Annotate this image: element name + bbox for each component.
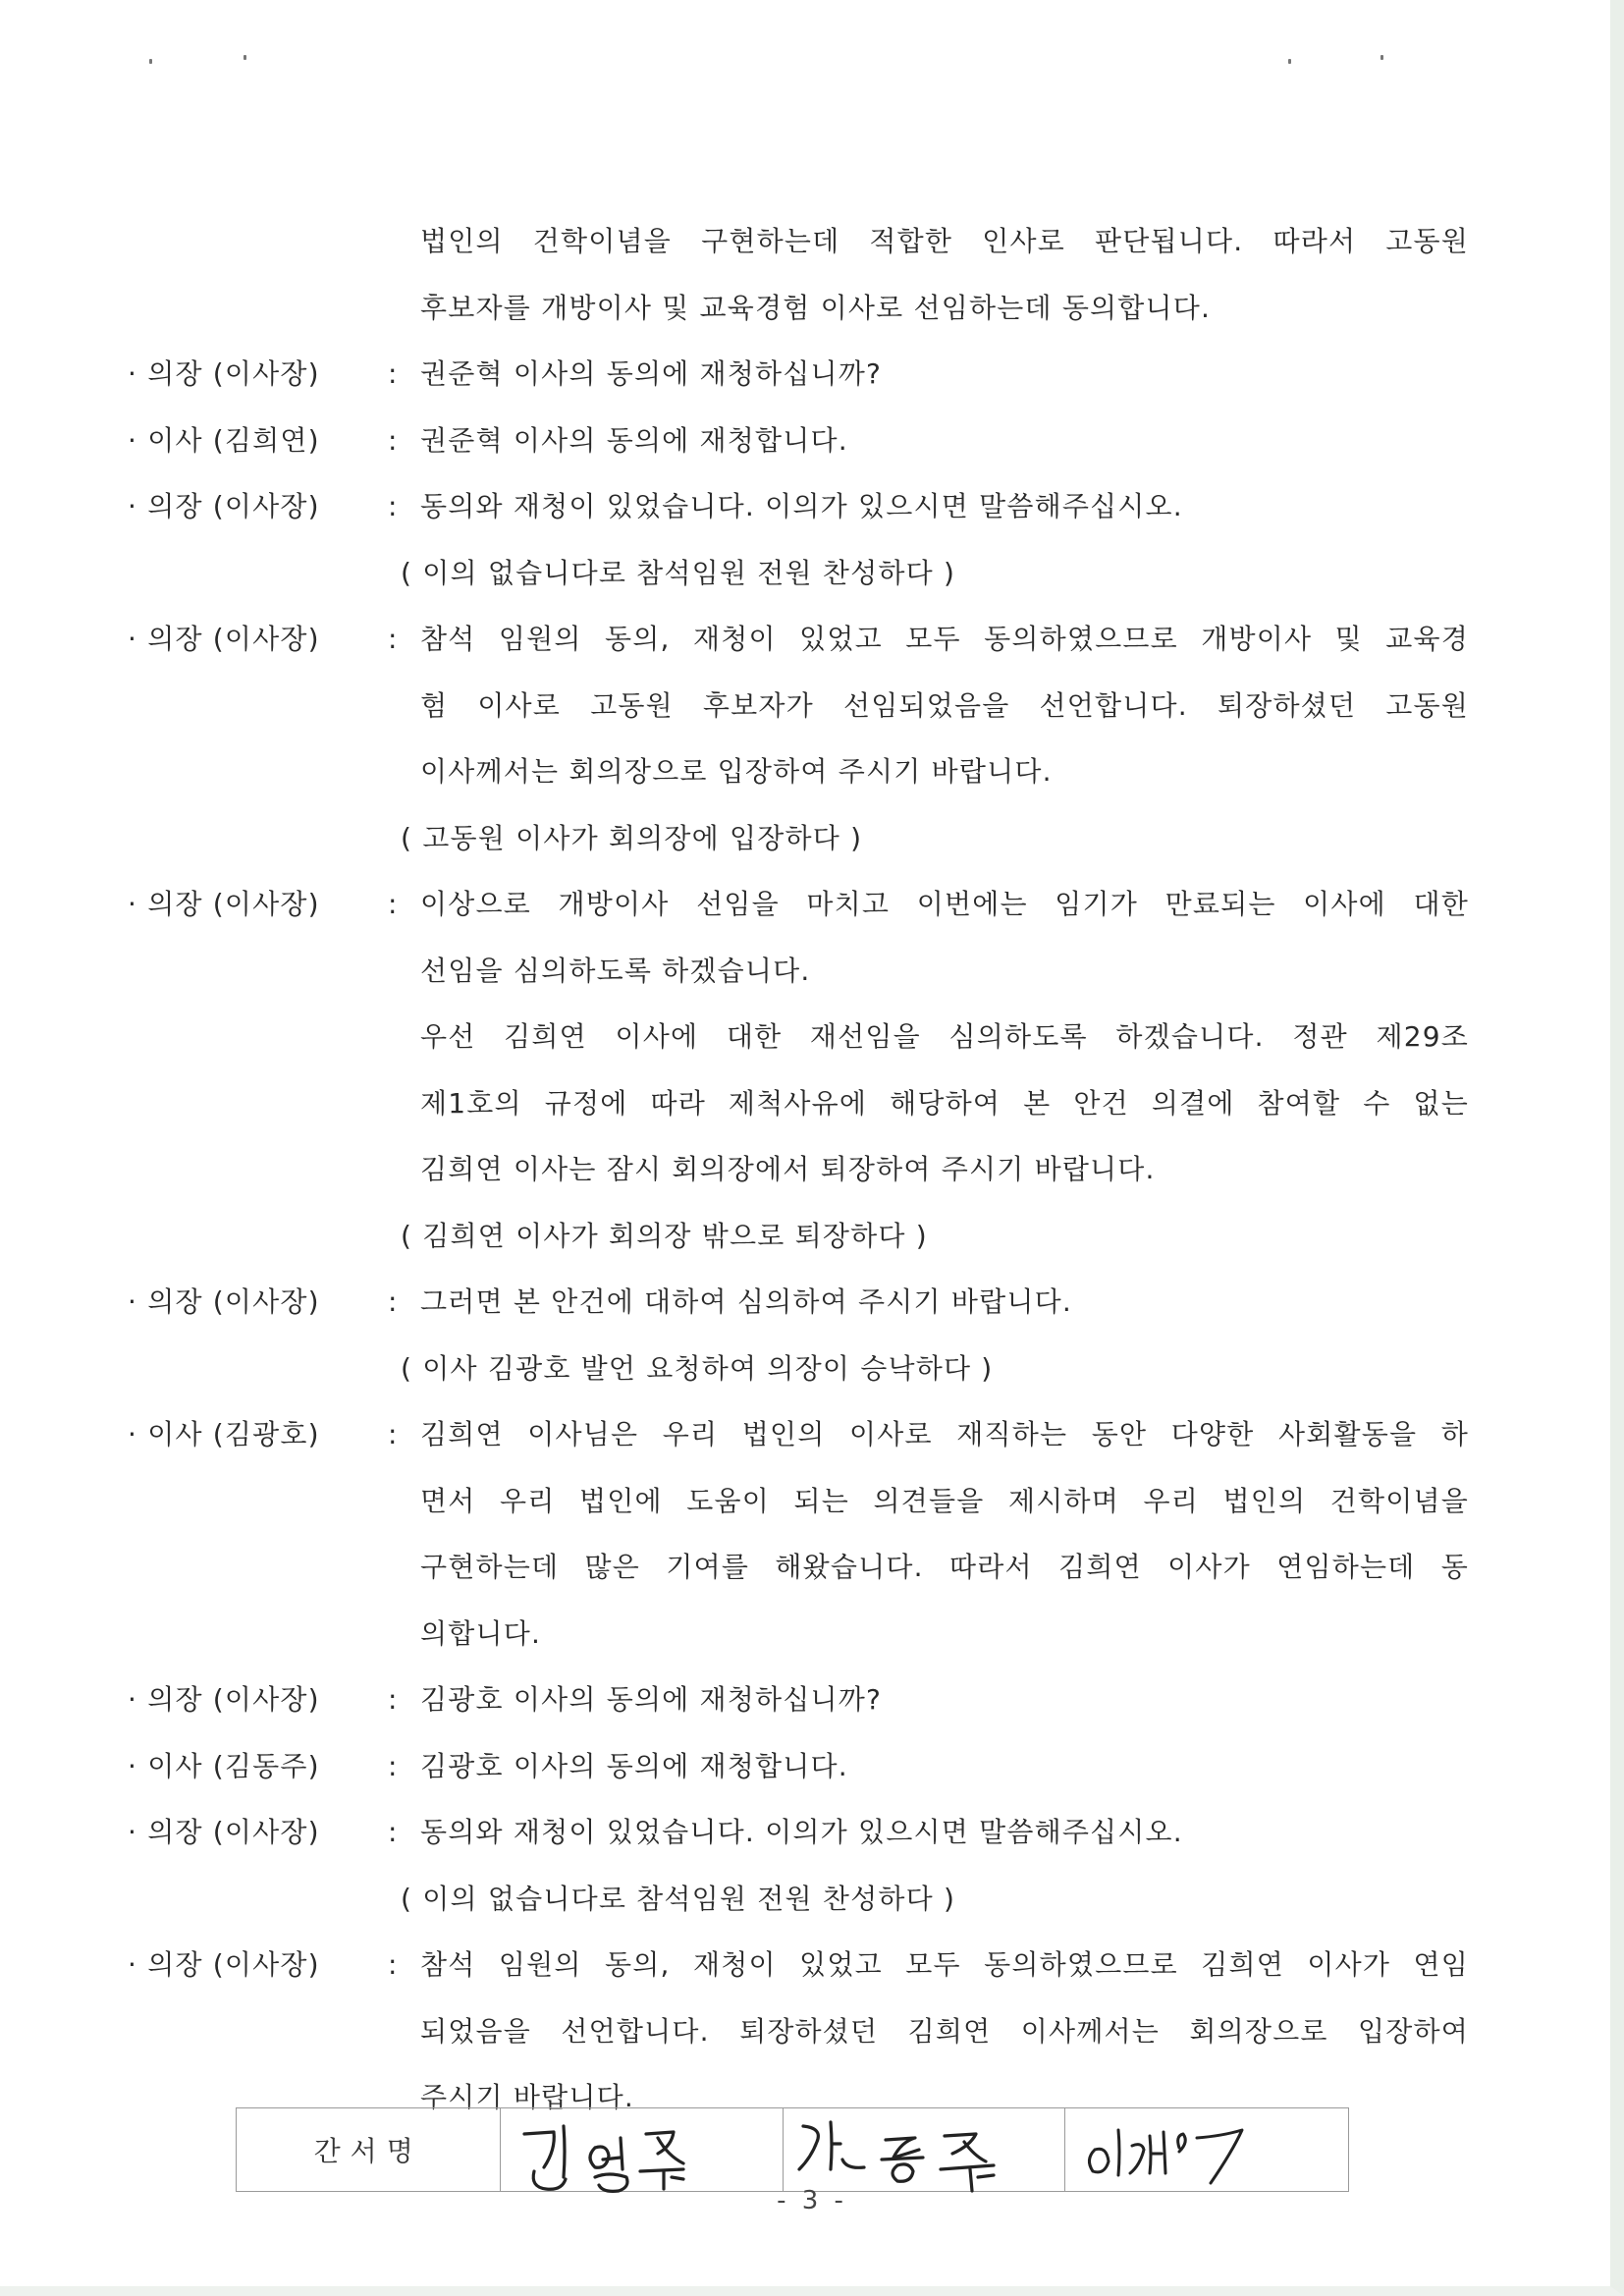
minutes-line bbox=[128, 1336, 1483, 1402]
minutes-line bbox=[128, 1733, 1483, 1800]
signature-box bbox=[236, 2107, 1349, 2192]
minutes-line bbox=[128, 341, 1483, 408]
speaker-separator: : bbox=[388, 1285, 399, 1318]
speaker-label: · 의장 (이사장) bbox=[128, 1285, 320, 1318]
statement-text: 구현하는데 많은 기여를 해왔습니다. 따라서 김희연 이사가 연임하는데 동 bbox=[420, 1551, 1469, 1583]
speaker-separator: : bbox=[388, 490, 399, 522]
speaker-separator: : bbox=[388, 1948, 399, 1981]
speaker-label: · 의장 (이사장) bbox=[128, 357, 320, 390]
scan-speck bbox=[1380, 55, 1383, 60]
minutes-line bbox=[128, 1401, 1483, 1468]
statement-text: 동의와 재청이 있었습니다. 이의가 있으시면 말씀해주십시오. bbox=[420, 1816, 1183, 1848]
statement-text: 김희연 이사님은 우리 법인의 이사로 재직하는 동안 다양한 사회활동을 하 bbox=[420, 1418, 1469, 1450]
speaker-separator: : bbox=[388, 1683, 399, 1716]
statement-text: 이상으로 개방이사 선임을 마치고 이번에는 임기가 만료되는 이사에 대한 bbox=[420, 888, 1469, 920]
minutes-line bbox=[128, 738, 1483, 805]
minutes-line bbox=[128, 1799, 1483, 1866]
minutes-line bbox=[128, 1203, 1483, 1270]
minutes-line bbox=[128, 871, 1483, 938]
minutes-body bbox=[128, 208, 1483, 2131]
speaker-label: · 이사 (김동주) bbox=[128, 1749, 320, 1782]
speaker-label: · 의장 (이사장) bbox=[128, 888, 320, 920]
minutes-line bbox=[128, 1932, 1483, 1998]
procedural-note: ( 이의 없습니다로 참석임원 전원 찬성하다 ) bbox=[401, 556, 956, 589]
minutes-line bbox=[128, 1601, 1483, 1667]
procedural-note: ( 이의 없습니다로 참석임원 전원 찬성하다 ) bbox=[401, 1882, 956, 1915]
statement-text: 참석 임원의 동의, 재청이 있었고 모두 동의하였으므로 김희연 이사가 연임 bbox=[420, 1948, 1469, 1981]
speaker-separator: : bbox=[388, 1418, 399, 1450]
statement-text: 선임을 심의하도록 하겠습니다. bbox=[420, 954, 811, 987]
minutes-line bbox=[128, 1998, 1483, 2065]
page-number: - 3 - bbox=[777, 2186, 847, 2215]
statement-text: 법인의 건학이념을 구현하는데 적합한 인사로 판단됩니다. 따라서 고동원 bbox=[420, 225, 1469, 257]
speaker-separator: : bbox=[388, 1749, 399, 1782]
statement-text: 후보자를 개방이사 및 교육경험 이사로 선임하는데 동의합니다. bbox=[420, 291, 1212, 324]
minutes-line bbox=[128, 473, 1483, 540]
minutes-line bbox=[128, 1468, 1483, 1535]
speaker-label: · 이사 (김광호) bbox=[128, 1418, 320, 1450]
minutes-line bbox=[128, 606, 1483, 673]
minutes-line bbox=[128, 673, 1483, 739]
statement-text: 되었음을 선언합니다. 퇴장하셨던 김희연 이사께서는 회의장으로 입장하여 bbox=[420, 2014, 1469, 2048]
speaker-label: · 의장 (이사장) bbox=[128, 1816, 320, 1848]
speaker-label: · 의장 (이사장) bbox=[128, 490, 320, 522]
signature-cell-3 bbox=[1065, 2108, 1348, 2191]
statement-text: 그러면 본 안건에 대하여 심의하여 주시기 바랍니다. bbox=[420, 1285, 1072, 1318]
statement-text: 김광호 이사의 동의에 재청합니다. bbox=[420, 1749, 848, 1782]
statement-text: 면서 우리 법인에 도움이 되는 의견들을 제시하며 우리 법인의 건학이념을 bbox=[420, 1484, 1469, 1517]
minutes-line bbox=[128, 1070, 1483, 1137]
minutes-line bbox=[128, 1004, 1483, 1070]
minutes-line bbox=[128, 540, 1483, 607]
speaker-separator: : bbox=[388, 1816, 399, 1848]
minutes-line bbox=[128, 1667, 1483, 1733]
signature-cell-1 bbox=[501, 2108, 783, 2191]
handwritten-signature-1 bbox=[501, 2108, 784, 2193]
minutes-line bbox=[128, 1866, 1483, 1933]
minutes-line bbox=[128, 1136, 1483, 1203]
statement-text: 권준혁 이사의 동의에 재청합니다. bbox=[420, 423, 848, 457]
handwritten-signature-2 bbox=[784, 2108, 1066, 2193]
signature-label: 간서명 bbox=[237, 2108, 501, 2191]
minutes-line bbox=[128, 275, 1483, 342]
statement-text: 제1호의 규정에 따라 제척사유에 해당하여 본 안건 의결에 참여할 수 없는 bbox=[420, 1086, 1469, 1120]
statement-text: 김희연 이사는 잠시 회의장에서 퇴장하여 주시기 바랍니다. bbox=[420, 1153, 1156, 1185]
signature-cell-2 bbox=[784, 2108, 1065, 2191]
statement-text: 이사께서는 회의장으로 입장하여 주시기 바랍니다. bbox=[420, 755, 1053, 788]
scan-speck bbox=[149, 59, 152, 64]
procedural-note: ( 이사 김광호 발언 요청하여 의장이 승낙하다 ) bbox=[401, 1351, 994, 1385]
procedural-note: ( 고동원 이사가 회의장에 입장하다 ) bbox=[401, 821, 863, 854]
speaker-separator: : bbox=[388, 888, 399, 920]
minutes-line bbox=[128, 938, 1483, 1005]
minutes-line bbox=[128, 208, 1483, 275]
statement-text: 험 이사로 고동원 후보자가 선임되었음을 선언합니다. 퇴장하셨던 고동원 bbox=[420, 688, 1469, 722]
minutes-line bbox=[128, 1269, 1483, 1336]
statement-text: 동의와 재청이 있었습니다. 이의가 있으시면 말씀해주십시오. bbox=[420, 490, 1183, 522]
handwritten-signature-3 bbox=[1065, 2108, 1350, 2193]
scan-speck bbox=[244, 55, 246, 60]
statement-text: 김광호 이사의 동의에 재청하십니까? bbox=[420, 1683, 883, 1716]
speaker-label: · 의장 (이사장) bbox=[128, 1948, 320, 1981]
speaker-label: · 이사 (김희연) bbox=[128, 423, 320, 457]
speaker-label: · 의장 (이사장) bbox=[128, 623, 320, 655]
scan-speck bbox=[1288, 59, 1291, 64]
statement-text: 권준혁 이사의 동의에 재청하십니까? bbox=[420, 357, 883, 390]
minutes-line bbox=[128, 408, 1483, 474]
procedural-note: ( 김희연 이사가 회의장 밖으로 퇴장하다 ) bbox=[401, 1219, 928, 1252]
speaker-separator: : bbox=[388, 623, 399, 655]
speaker-separator: : bbox=[388, 423, 399, 457]
speaker-label: · 의장 (이사장) bbox=[128, 1683, 320, 1716]
minutes-line bbox=[128, 1534, 1483, 1601]
statement-text: 주시기 바랍니다. bbox=[420, 2081, 634, 2113]
statement-text: 참석 임원의 동의, 재청이 있었고 모두 동의하였으므로 개방이사 및 교육경 bbox=[420, 623, 1469, 655]
minutes-line bbox=[128, 805, 1483, 872]
statement-text: 의합니다. bbox=[420, 1616, 542, 1650]
speaker-separator: : bbox=[388, 357, 399, 390]
statement-text: 우선 김희연 이사에 대한 재선임을 심의하도록 하겠습니다. 정관 제29조 bbox=[420, 1020, 1469, 1053]
